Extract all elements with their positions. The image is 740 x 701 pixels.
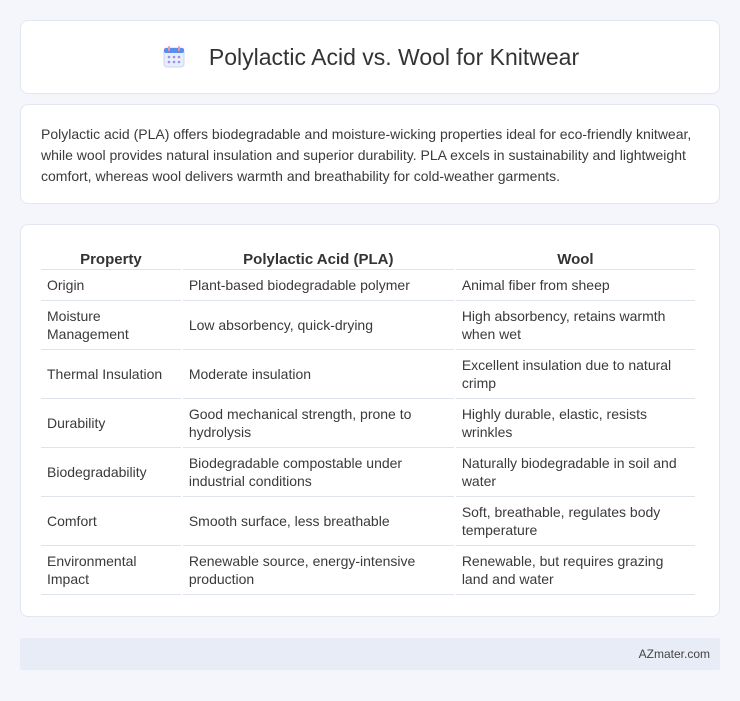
table-row: [41, 497, 695, 546]
row-wool-value: High absorbency, retains warmth when wet: [456, 301, 695, 350]
title-card: [20, 20, 720, 94]
header-property: Property: [41, 245, 181, 270]
row-pla-value: Good mechanical strength, prone to hydrolysis: [183, 399, 454, 448]
header-pla: Polylactic Acid (PLA): [183, 245, 454, 270]
table-row: [41, 448, 695, 497]
row-wool-value: Excellent insulation due to natural crimp: [456, 350, 695, 399]
table-row: [41, 350, 695, 399]
row-wool-value: Animal fiber from sheep: [456, 270, 695, 301]
row-property: Comfort: [41, 497, 181, 546]
row-pla-value: Moderate insulation: [183, 350, 454, 399]
footer-brand-link[interactable]: AZmater.com: [638, 647, 710, 661]
table-header-row: [41, 245, 695, 270]
calendar-icon: [161, 44, 187, 70]
row-property: Environmental Impact: [41, 546, 181, 595]
row-pla-value: Smooth surface, less breathable: [183, 497, 454, 546]
header-wool: Wool: [456, 245, 695, 270]
row-property: Origin: [41, 270, 181, 301]
row-wool-value: Renewable, but requires grazing land and water: [456, 546, 695, 595]
row-wool-value: Naturally biodegradable in soil and water: [456, 448, 695, 497]
row-pla-value: Low absorbency, quick-drying: [183, 301, 454, 350]
page-title: Polylactic Acid vs. Wool for Knitwear: [208, 43, 580, 70]
comparison-table: [39, 245, 697, 595]
row-pla-value: Biodegradable compostable under industrial conditions: [183, 448, 454, 497]
row-property: Biodegradability: [41, 448, 181, 497]
row-property: Moisture Management: [41, 301, 181, 350]
row-property: Durability: [41, 399, 181, 448]
row-wool-value: Highly durable, elastic, resists wrinkles: [456, 399, 695, 448]
summary-paragraph: Polylactic acid (PLA) offers biodegradable and moisture-wicking properties ideal for eco-friendly knitwear, while wool provides natural insulation and superior durability. PLA excels in sustainability and lightweight comfort, whereas wool delivers warmth and breathability for cold-weather garments.: [41, 126, 692, 184]
footer-bar: [20, 638, 720, 670]
row-pla-value: Renewable source, energy-intensive production: [183, 546, 454, 595]
summary-card: [20, 104, 720, 204]
row-pla-value: Plant-based biodegradable polymer: [183, 270, 454, 301]
table-row: [41, 546, 695, 595]
row-property: Thermal Insulation: [41, 350, 181, 399]
table-row: [41, 301, 695, 350]
row-wool-value: Soft, breathable, regulates body temperature: [456, 497, 695, 546]
comparison-card: [20, 224, 720, 617]
table-row: [41, 270, 695, 301]
table-row: [41, 399, 695, 448]
